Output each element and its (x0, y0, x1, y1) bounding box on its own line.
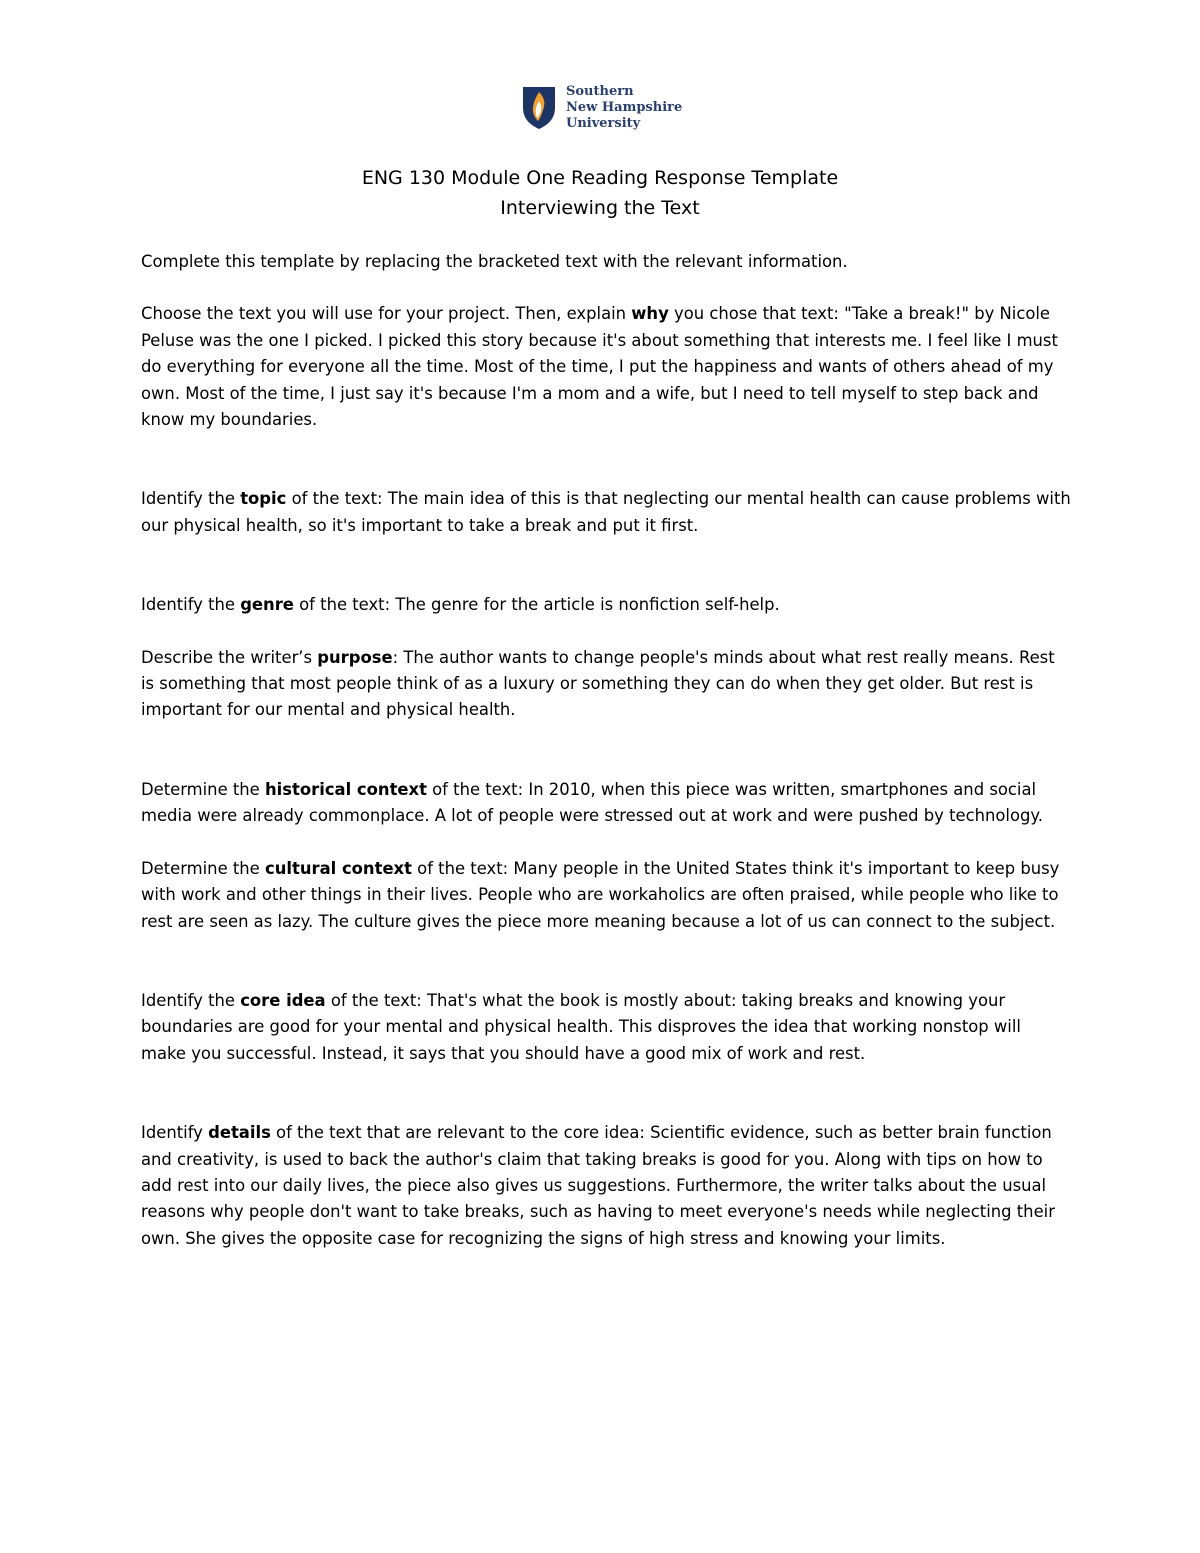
section-keyword: cultural context (264, 858, 412, 878)
section-genre (141, 592, 1071, 618)
section-suffix: of the text: (293, 595, 396, 615)
document-title: ENG 130 Module One Reading Response Template (361, 167, 839, 189)
instructions: Complete this template by replacing the bracketed text with the relevant information. (141, 252, 848, 271)
section-answer: "Take a break!" by Nicole Peluse was the one I picked. I picked this story because it's about something that interests me. I feel like I must do everything for everyone all the time. Most of the time, I put the happiness and wants of others ahead of my own. Most of the time, I just say it's because I'm a mom and a wife, but I need to tell myself to step back and know my boundaries. (141, 304, 1058, 430)
section-prefix: Identify the (141, 489, 241, 509)
section-suffix: you chose that text: (668, 304, 845, 324)
section-prefix: Identify the (141, 595, 241, 615)
section-keyword: historical context (264, 779, 427, 799)
document-body (141, 249, 1071, 1252)
section-prefix: Choose the text you will use for your project. Then, explain (141, 304, 632, 324)
section-keyword: topic (240, 489, 287, 509)
section-suffix: of the text: (325, 990, 428, 1010)
university-name-line2: New Hampshire (566, 100, 683, 115)
section-answer: The main idea of this is that neglecting our mental health can cause problems with our physical health, so it's important to take a break and put it first. (141, 489, 1071, 535)
section-answer: In 2010, when this piece was written, smartphones and social media were already commonplace. A lot of people were stressed out at work and were pushed by technology. (141, 779, 1043, 826)
section-suffix: of the text that are relevant to the core idea: (270, 1123, 651, 1143)
document-subtitle: Interviewing the Text (500, 197, 700, 219)
section-suffix: : (392, 647, 404, 667)
section-prefix: Identify (141, 1123, 209, 1143)
section-suffix: of the text: (411, 858, 514, 878)
section-answer: That's what the book is mostly about: taking breaks and knowing your boundaries are good for your mental and physical health. This disproves the idea that working nonstop will make you successful. Instead, it says that you should have a good mix of work and rest. (141, 990, 1021, 1063)
university-logo (521, 84, 691, 132)
shield-flame-icon (521, 84, 557, 130)
section-core-idea (141, 988, 1071, 1067)
section-why (141, 301, 1071, 433)
section-purpose (141, 645, 1071, 724)
section-cultural-context (141, 856, 1071, 935)
university-name (566, 84, 682, 132)
university-name-line3: University (566, 116, 641, 131)
section-keyword: core idea (240, 990, 326, 1010)
section-historical-context (141, 777, 1071, 830)
university-name-line1: Southern (566, 84, 634, 99)
section-keyword: details (208, 1123, 271, 1143)
section-prefix: Determine the (141, 779, 265, 799)
section-topic (141, 486, 1071, 539)
section-details (141, 1120, 1071, 1252)
section-answer: The genre for the article is nonfiction self-help. (395, 595, 780, 615)
section-answer: The author wants to change people's minds about what rest really means. Rest is something that most people think of as a luxury or something they can do when they get older. But rest is important for our mental and physical health. (141, 647, 1055, 720)
section-prefix: Describe the writer’s (141, 647, 318, 667)
document-title-block (0, 163, 1200, 223)
section-keyword: genre (240, 595, 294, 615)
section-keyword: purpose (317, 647, 393, 667)
section-keyword: why (631, 304, 669, 324)
section-suffix: of the text: (426, 779, 529, 799)
section-prefix: Determine the (141, 858, 265, 878)
section-suffix: of the text: (286, 489, 388, 509)
section-answer: Many people in the United States think it's important to keep busy with work and other things in their lives. People who are workaholics are often praised, while people who like to rest are seen as lazy. The culture gives the piece more meaning because a lot of us can connect to the subject. (141, 858, 1060, 931)
section-prefix: Identify the (141, 990, 241, 1010)
section-answer: Scientific evidence, such as better brain function and creativity, is used to back the author's claim that taking breaks is good for you. Along with tips on how to add rest into our daily lives, the piece also gives us suggestions. Furthermore, the writer talks about the usual reasons why people don't want to take breaks, such as having to meet everyone's needs while neglecting their own. She gives the opposite case for recognizing the signs of high stress and knowing your limits. (141, 1123, 1055, 1248)
